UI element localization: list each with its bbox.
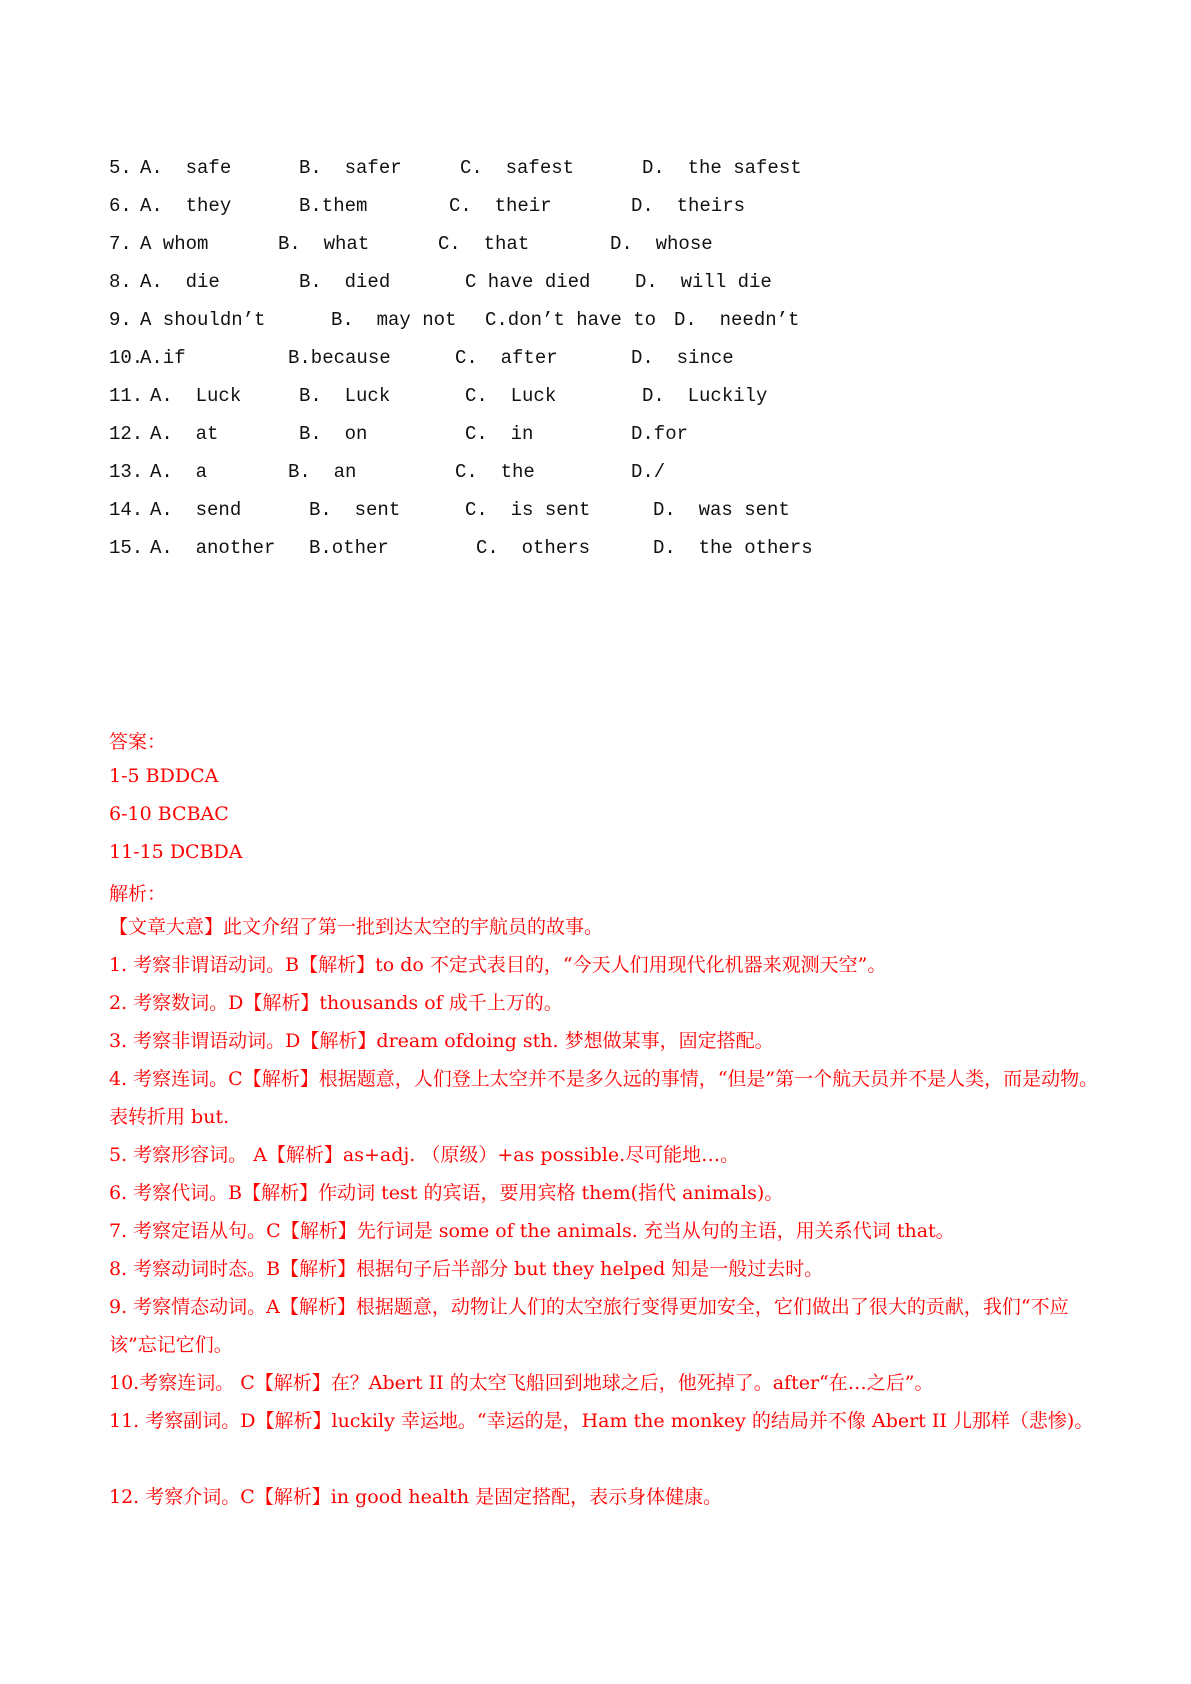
question-number: 13. [109,461,144,483]
analysis-item: 1. 考察非谓语动词。B【解析】to do 不定式表目的，“今天人们用现代化机器来观测天空”。 [109,954,887,976]
option-b: B.because [288,347,391,369]
option-row-7 [109,233,1109,263]
option-a: A.if [140,347,186,369]
option-row-10 [109,347,1109,377]
option-c: C. others [476,537,591,559]
option-c: C. after [455,347,558,369]
option-c: C. that [438,233,530,255]
analysis-item: 2. 考察数词。D【解析】thousands of 成千上万的。 [109,992,563,1014]
analysis-item: 11. 考察副词。D【解析】luckily 幸运地。“幸运的是，Ham the monkey 的结局并不像 Abert II 儿那样（悲惨)。 [109,1410,1094,1432]
analysis-item: 8. 考察动词时态。B【解析】根据句子后半部分 but they helped 知是一般过去时。 [109,1258,824,1280]
option-a: A shouldn’t [140,309,266,331]
option-b: B. safer [299,157,402,179]
option-d: D. theirs [631,195,746,217]
analysis-heading: 解析： [109,883,167,905]
option-c: C have died [465,271,591,293]
question-number: 6. [109,195,132,217]
answer-line: 6-10 BCBAC [109,803,229,825]
option-a: A. a [150,461,208,483]
answer-line: 1-5 BDDCA [109,765,219,787]
analysis-item: 12. 考察介词。C【解析】in good health 是固定搭配，表示身体健康。 [109,1486,723,1508]
option-d: D. the safest [642,157,802,179]
option-b: B. sent [309,499,401,521]
option-d: D./ [631,461,666,483]
option-c: C.don’t have to [485,309,657,331]
option-c: C. safest [460,157,575,179]
option-c: C. Luck [465,385,557,407]
option-b: B. died [299,271,391,293]
option-d: D. was sent [653,499,790,521]
option-d: D.for [631,423,689,445]
question-number: 14. [109,499,144,521]
option-b: B.other [309,537,389,559]
analysis-item: 9. 考察情态动词。A【解析】根据题意，动物让人们的太空旅行变得更加安全，它们做出了很大的贡献，我们“不应该”忘记它们。 [109,1296,1069,1356]
option-d: D. needn’t [674,309,800,331]
question-number: 11. [109,385,144,407]
option-d: D. the others [653,537,813,559]
option-b: B. an [288,461,357,483]
option-d: D. will die [635,271,772,293]
answer-line: 11-15 DCBDA [109,841,243,863]
analysis-item: 4. 考察连词。C【解析】根据题意，人们登上太空并不是多久远的事情，“但是”第一个航天员并不是人类，而是动物。表转折用 but. [109,1068,1099,1128]
option-a: A. safe [140,157,232,179]
option-b: B. what [278,233,370,255]
option-row-8 [109,271,1109,301]
option-a: A. Luck [150,385,242,407]
option-row-9 [109,309,1109,339]
option-c: C. is sent [465,499,591,521]
option-d: D. since [631,347,734,369]
analysis-item: 7. 考察定语从句。C【解析】先行词是 some of the animals. 充当从句的主语，用关系代词 that。 [109,1220,955,1242]
option-b: B.them [299,195,368,217]
option-a: A. they [140,195,232,217]
option-a: A. at [150,423,219,445]
option-b: B. on [299,423,368,445]
option-c: C. their [449,195,552,217]
option-c: C. in [465,423,534,445]
option-row-12 [109,423,1109,453]
analysis-item: 6. 考察代词。B【解析】作动词 test 的宾语，要用宾格 them(指代 animals)。 [109,1182,784,1204]
option-a: A whom [140,233,209,255]
option-c: C. the [455,461,535,483]
option-b: B. may not [331,309,457,331]
option-row-6 [109,195,1109,225]
analysis-item: 3. 考察非谓语动词。D【解析】dream ofdoing sth. 梦想做某事，固定搭配。 [109,1030,774,1052]
article-summary: 【文章大意】此文介绍了第一批到达太空的宇航员的故事。 [109,916,604,938]
option-row-15 [109,537,1109,567]
analysis-item: 10.考察连词。 C【解析】在？Abert II 的太空飞船回到地球之后，他死掉了。after“在…之后”。 [109,1372,934,1394]
question-number: 8. [109,271,132,293]
question-number: 9. [109,309,132,331]
question-number: 15. [109,537,144,559]
option-row-11 [109,385,1109,415]
option-a: A. another [150,537,276,559]
question-number: 7. [109,233,132,255]
option-d: D. Luckily [642,385,768,407]
option-row-13 [109,461,1109,491]
analysis-item: 5. 考察形容词。 A【解析】as+adj. （原级）+as possible.尽可能地…。 [109,1144,740,1166]
option-row-14 [109,499,1109,529]
answer-heading: 答案： [109,731,167,753]
option-b: B. Luck [299,385,391,407]
question-number: 12. [109,423,144,445]
option-a: A. die [140,271,220,293]
option-d: D. whose [610,233,713,255]
question-number: 5. [109,157,132,179]
question-number: 10. [109,347,144,369]
option-a: A. send [150,499,242,521]
option-row-5 [109,157,1109,187]
